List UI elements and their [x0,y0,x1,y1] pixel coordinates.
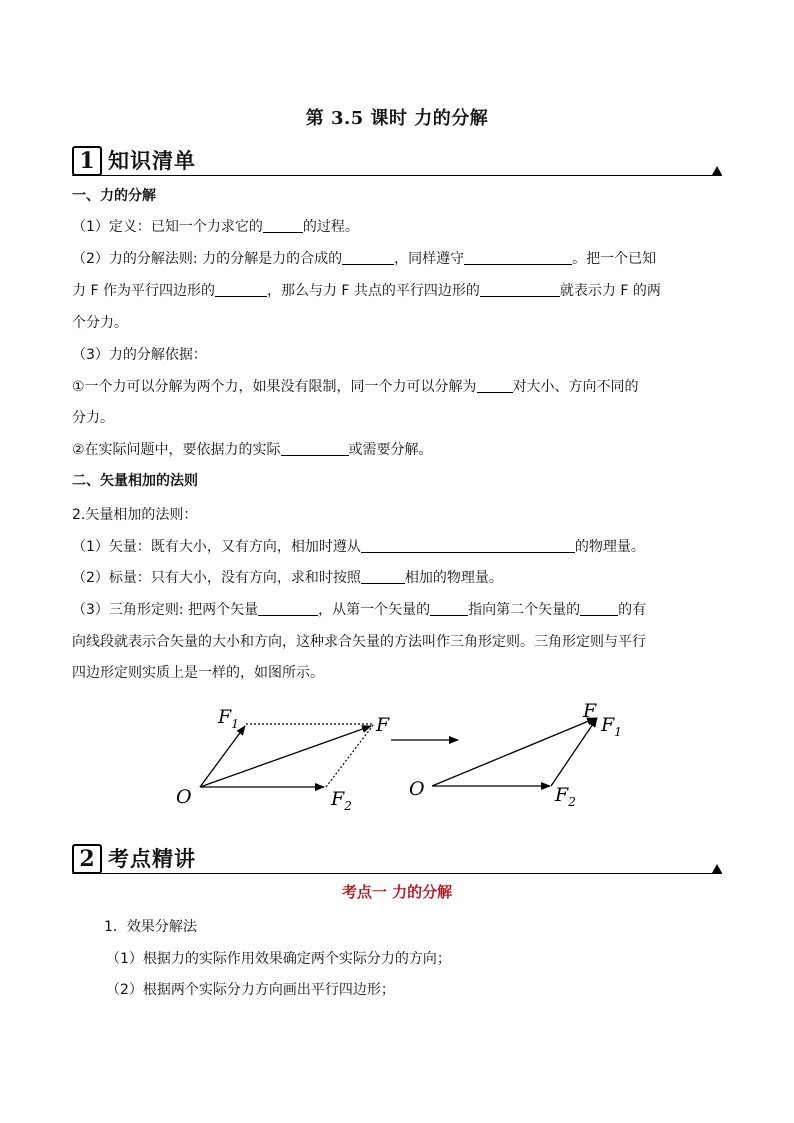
label-f1-sub: 1 [231,717,239,731]
method-title: 1．效果分解法 [104,919,197,935]
line-vector-intro: 2.矢量相加的法则： [72,507,198,523]
line-basis-1-cont: 分力。 [72,410,114,426]
section-rule [72,175,722,176]
fill-blank [215,282,267,297]
text: （2）标量：只有大小，没有方向，求和时按照 [72,570,361,586]
vector-f-right [432,718,596,786]
text: （1）矢量：既有大小，又有方向，相加时遵从 [72,539,361,555]
line-triangle-rule-3: 四边形定则实质上是一样的，如图所示。 [72,665,324,681]
label-f2 [330,788,352,813]
text: ①一个力可以分解为两个力，如果没有限制，同一个力可以分解为 [72,379,477,395]
line-decomposition-rule-2 [72,282,661,300]
label-f2-main: F [331,788,345,810]
text: 指向第二个矢量的 [468,602,581,618]
triangle-marker-icon [712,864,722,873]
line-vector [72,538,645,556]
fill-blank [477,378,513,393]
text: 的有 [618,602,647,618]
section-header-knowledge [72,144,722,176]
vector-f [200,726,371,787]
line-basis-2 [72,441,433,459]
section-number: 2 [72,844,102,874]
text: ，同样遵守 [394,251,465,267]
force-diagram [0,695,794,815]
label-o-right: O [409,778,425,800]
fill-blank [480,282,560,297]
kaodian-title: 考点一 力的分解 [341,883,453,901]
heading-force-decomposition: 一、力的分解 [72,188,156,204]
section-header-keypoints [72,842,722,874]
line-decomposition-rule [72,250,656,268]
heading-vector-addition: 二、矢量相加的法则 [72,473,198,489]
label-f2-right [554,784,576,809]
method-step-2: （2）根据两个实际分力方向画出平行四边形； [106,982,395,998]
fill-blank [342,250,394,265]
line-triangle-rule-2: 向线段就表示合矢量的大小和方向，这种求合矢量的方法叫作三角形定则。三角形定则与平行 [72,634,646,650]
fill-blank [281,441,349,456]
text: ，从第一个矢量的 [318,602,431,618]
method-step-1: （1）根据力的实际作用效果确定两个实际分力的方向； [106,951,451,967]
text: 相加的物理量。 [404,570,503,586]
line-scalar [72,569,503,587]
fill-blank [258,601,318,616]
line-definition [72,218,359,236]
label-f2-right-sub: 2 [568,795,576,809]
vector-f1-right [551,718,597,786]
label-f1-main: F [218,706,232,728]
fill-blank [430,601,468,616]
fill-blank [464,250,572,265]
label-f2-right-main: F [555,784,569,806]
label-f1-right-sub: 1 [614,725,622,739]
fill-blank [361,538,575,553]
fill-blank [361,569,405,584]
label-o: O [176,786,192,808]
fill-blank [580,601,618,616]
text: （1）定义：已知一个力求它的 [72,219,263,235]
text: 对大小、方向不同的 [512,379,639,395]
section-number: 1 [72,146,102,176]
text: 力 F 作为平行四边形的 [72,283,215,299]
text: ②在实际问题中，要依据力的实际 [72,442,281,458]
line-basis-1 [72,378,639,396]
page-title: 第 3.5 课时 力的分解 [305,108,489,129]
fill-blank [263,218,303,233]
text: （2）力的分解法则: 力的分解是力的合成的 [72,251,343,267]
line-triangle-rule [72,601,646,619]
line-basis: （3）力的分解依据： [72,347,207,363]
text: 的物理量。 [574,539,645,555]
text: 或需要分解。 [348,442,433,458]
text: 就表示力 F 的两 [559,283,661,299]
section-label: 考点精讲 [108,847,196,871]
label-f: F [376,714,390,736]
vector-f1 [200,726,245,787]
label-f1 [217,706,239,731]
label-f2-sub: 2 [344,799,352,813]
text: 的过程。 [302,219,359,235]
label-f1-right-main: F [601,714,615,736]
triangle-marker-icon [712,166,722,175]
label-f-right: F [583,700,597,722]
text: （3）三角形定则: 把两个矢量 [72,602,259,618]
text: ，那么与力 F 共点的平行四边形的 [266,283,480,299]
line-decomposition-rule-3: 个分力。 [72,315,128,331]
section-label: 知识清单 [108,149,196,173]
label-f1-right [600,714,622,739]
section-rule [72,873,722,874]
text: 。把一个已知 [572,251,657,267]
